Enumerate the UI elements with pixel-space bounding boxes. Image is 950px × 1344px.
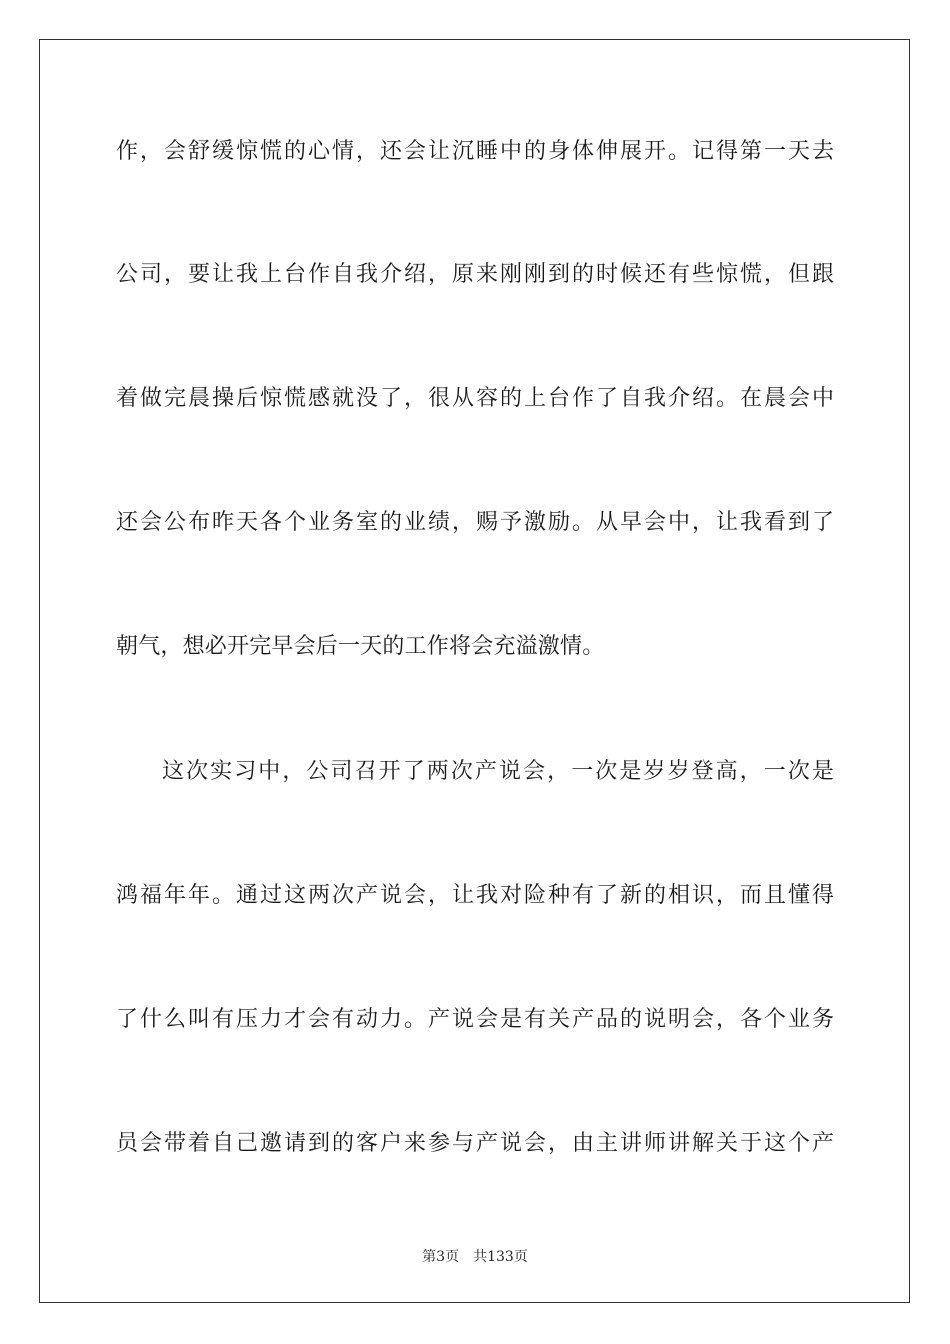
body-text-line: 鸿福年年。通过这两次产说会，让我对险种有了新的相识，而且懂得 xyxy=(116,883,836,908)
body-text-line: 着做完晨操后惊慌感就没了，很从容的上台作了自我介绍。在晨会中 xyxy=(116,386,836,411)
body-text-line: 了什么叫有压力才会有动力。产说会是有关产品的说明会，各个业务 xyxy=(116,1007,836,1032)
body-text-line: 还会公布昨天各个业务室的业绩，赐予激励。从早会中，让我看到了 xyxy=(116,510,836,535)
paragraph-first-line: 这次实习中，公司召开了两次产说会，一次是岁岁登高，一次是 xyxy=(162,759,836,784)
total-pages: 共133页 xyxy=(473,1249,528,1265)
body-text-line: 公司，要让我上台作自我介绍，原来刚刚到的时候还有些惊慌，但跟 xyxy=(116,262,836,287)
body-text-line: 员会带着自己邀请到的客户来参与产说会，由主讲师讲解关于这个产 xyxy=(116,1131,836,1156)
body-text-line: 作，会舒缓惊慌的心情，还会让沉睡中的身体伸展开。记得第一天去 xyxy=(116,139,836,164)
body-text-line: 朝气，想必开完早会后一天的工作将会充溢激情。 xyxy=(116,634,605,659)
page-footer xyxy=(0,1248,950,1266)
page-border xyxy=(39,39,910,1303)
page-number: 第3页 xyxy=(422,1249,460,1265)
